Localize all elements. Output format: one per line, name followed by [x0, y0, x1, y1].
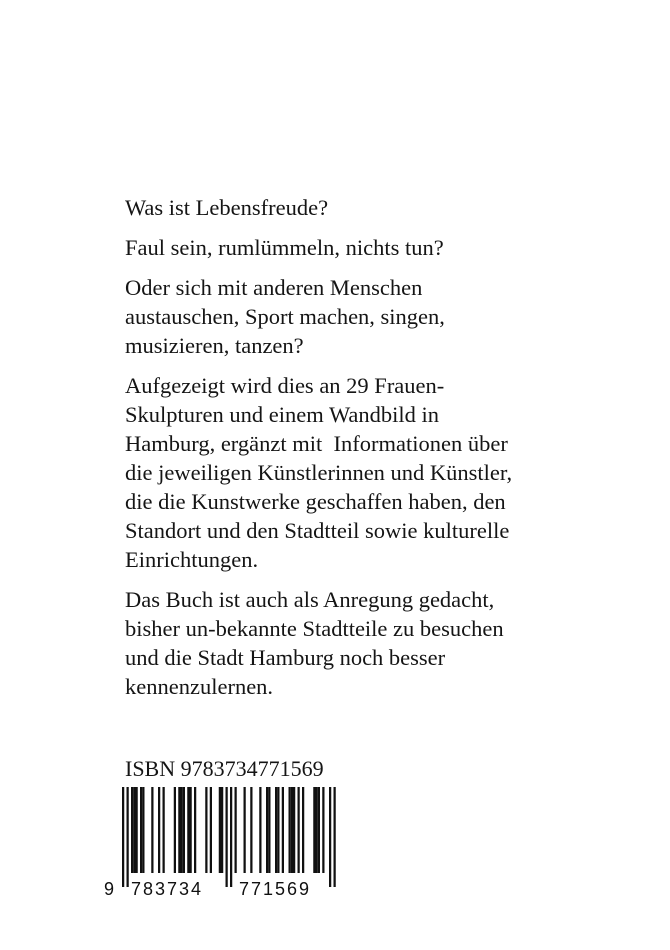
barcode-bar — [183, 787, 185, 873]
barcode-bar — [298, 787, 300, 873]
barcode-guard-bar — [334, 787, 336, 887]
barcode-guard-bar — [122, 787, 124, 887]
barcode-bar — [266, 787, 268, 873]
barcode-bar — [163, 787, 165, 873]
blurb-paragraph-activities: Oder sich mit anderen Menschen austauschen, Sport machen, singen, musizieren, tanzen? — [125, 275, 445, 358]
barcode-bar — [302, 787, 304, 873]
barcode-bar — [259, 787, 261, 873]
isbn-barcode — [100, 785, 340, 900]
blurb-paragraph-content: Aufgezeigt wird dies an 29 Frauen- Skulpturen und einem Wandbild in Hamburg, ergänzt mit Informationen über die jeweiligen Künstlerinnen und Künstler, die die Kunstwerke geschaffen haben, den Standort und den Stadtteil sowie kulturelle Einrichtungen. — [125, 373, 513, 572]
barcode-bar — [158, 787, 160, 873]
barcode-bar — [313, 787, 315, 873]
barcode-bar — [142, 787, 144, 873]
blurb-text — [125, 193, 575, 712]
barcode-bar — [131, 787, 133, 873]
isbn-label: ISBN 9783734771569 — [125, 756, 324, 781]
barcode-bar — [194, 787, 196, 873]
barcode-bar — [293, 787, 295, 873]
barcode-bar — [235, 787, 237, 873]
barcode-guard-bar — [230, 787, 232, 887]
barcode-bar — [289, 787, 291, 873]
barcode-bar — [181, 787, 183, 873]
barcode-guard-bar — [226, 787, 228, 887]
barcode-bar — [151, 787, 153, 873]
barcode-bar — [205, 787, 207, 873]
barcode-bar — [140, 787, 142, 873]
barcode-bar — [282, 787, 284, 873]
barcode-bar — [316, 787, 318, 873]
blurb-paragraph-idle: Faul sein, rumlümmeln, nichts tun? — [125, 235, 444, 260]
barcode-bars — [122, 787, 336, 887]
barcode-bar — [250, 787, 252, 873]
blurb-paragraph-purpose: Das Buch ist auch als Anregung gedacht, bisher un-bekannte Stadtteile zu besuchen und die Stadt Hamburg noch besser kennenzulernen. — [125, 587, 504, 699]
barcode-guard-bar — [127, 787, 129, 887]
barcode-bar — [277, 787, 279, 873]
barcode-bar — [187, 787, 189, 873]
barcode-bar — [221, 787, 223, 873]
barcode-first-digit: 9 — [104, 879, 115, 899]
barcode-bar — [133, 787, 135, 873]
barcode-bar — [291, 787, 293, 873]
barcode-bar — [219, 787, 221, 873]
barcode-bar — [275, 787, 277, 873]
barcode-left-digits: 783734 — [130, 879, 204, 899]
barcode-bar — [210, 787, 212, 873]
barcode-bar — [190, 787, 192, 873]
blurb-paragraph-question: Was ist Lebensfreude? — [125, 195, 329, 220]
barcode-right-digits: 771569 — [238, 879, 312, 899]
barcode-bar — [136, 787, 138, 873]
barcode-bar — [322, 787, 324, 873]
barcode-bar — [268, 787, 270, 873]
barcode-bar — [174, 787, 176, 873]
barcode-bar — [318, 787, 320, 873]
barcode-bar — [244, 787, 246, 873]
barcode-guard-bar — [329, 787, 331, 887]
barcode-bar — [178, 787, 180, 873]
